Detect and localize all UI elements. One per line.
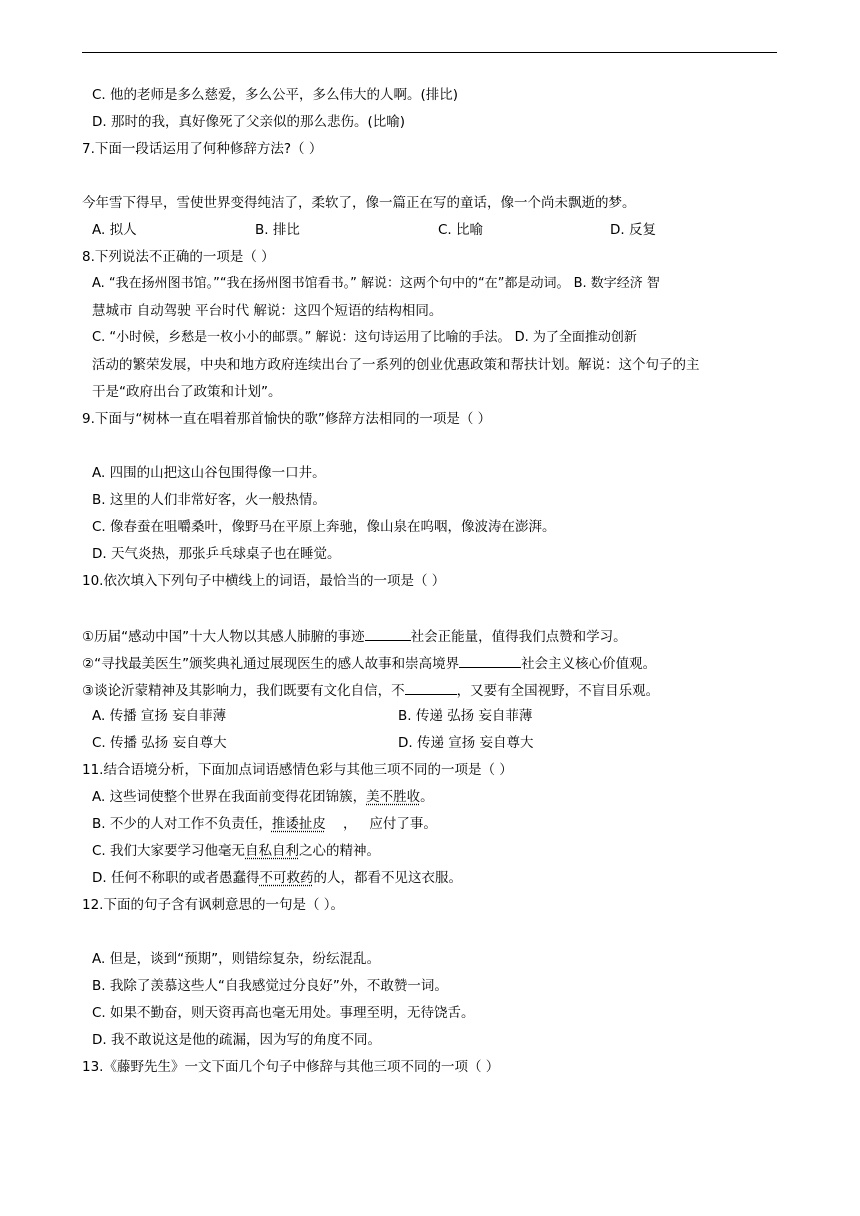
q11-option-b xyxy=(92,815,437,833)
q10-sentence-3 xyxy=(82,680,659,700)
q11-d-dotted: 不可救药 xyxy=(259,870,314,886)
q11-b-pre: B. 不少的人对工作不负责任， xyxy=(92,816,272,832)
q11-c-pre: C. 我们大家要学习他毫无 xyxy=(92,843,246,859)
q10-sentence-1 xyxy=(82,626,627,646)
q10-s1-blank xyxy=(365,626,411,641)
q10-stem: 10.依次填入下列句子中横线上的词语，最恰当的一项是（ ） xyxy=(82,573,446,589)
q10-s2-part-b: 社会主义核心价值观。 xyxy=(521,656,657,672)
q8-line-1: A. “我在扬州图书馆。”“我在扬州图书馆看书。” 解说：这两个句中的“在”都是动词。 B. 数字经济 智 xyxy=(92,276,660,291)
q12-option-d: D. 我不敢说这是他的疏漏，因为写的角度不同。 xyxy=(92,1032,381,1048)
q11-a-dotted: 美不胜收 xyxy=(366,789,421,805)
q10-sentence-2 xyxy=(82,653,656,673)
q11-b-post: ， 应付了事。 xyxy=(325,816,437,832)
q11-b-dotted: 推诿扯皮 xyxy=(271,816,326,832)
q11-a-pre: A. 这些词使整个世界在我面前变得花团锦簇， xyxy=(92,789,367,805)
q8-line-2: 慧城市 自动驾驶 平台时代 解说：这四个短语的结构相同。 xyxy=(92,303,443,319)
header-rule xyxy=(82,52,777,53)
q9-stem: 9.下面与“树林一直在唱着那首愉快的歌”修辞方法相同的一项是（ ） xyxy=(82,411,492,427)
q7-option-a: A. 拟人 xyxy=(92,222,137,238)
q9-option-a: A. 四围的山把这山谷包围得像一口井。 xyxy=(92,465,326,481)
q7-option-c: C. 比喻 xyxy=(438,222,484,238)
q10-s2-blank xyxy=(459,653,521,668)
q10-s3-part-a: ③谈论沂蒙精神及其影响力，我们既要有文化自信，不 xyxy=(82,683,405,699)
q11-option-d xyxy=(92,869,462,887)
q9-option-d: D. 天气炎热，那张乒乓球桌子也在睡觉。 xyxy=(92,546,341,562)
q8-line-5: 干是“政府出台了政策和计划”。 xyxy=(92,384,282,400)
q11-d-pre: D. 任何不称职的或者愚蠢得 xyxy=(92,870,260,886)
q8-stem: 8.下列说法不正确的一项是（ ） xyxy=(82,249,275,265)
q11-option-a xyxy=(92,788,434,806)
q11-a-post: 。 xyxy=(420,789,434,805)
q10-s1-part-b: 社会正能量，值得我们点赞和学习。 xyxy=(410,629,627,645)
q6-option-d: D. 那时的我，真好像死了父亲似的那么悲伤。(比喻) xyxy=(92,114,406,130)
q9-option-c: C. 像春蚕在咀嚼桑叶，像野马在平原上奔驰，像山泉在呜咽，像波涛在澎湃。 xyxy=(92,519,556,535)
q9-option-b: B. 这里的人们非常好客，火一般热情。 xyxy=(92,492,326,508)
q10-option-a: A. 传播 宣扬 妄自菲薄 xyxy=(92,708,227,724)
q11-d-post: 的人，都看不见这衣服。 xyxy=(313,870,462,886)
q7-passage: 今年雪下得早，雪使世界变得纯洁了，柔软了，像一篇正在写的童话，像一个尚未飘逝的梦。 xyxy=(82,195,636,211)
q10-option-b: B. 传递 弘扬 妄自菲薄 xyxy=(398,708,533,724)
q10-option-c: C. 传播 弘扬 妄自尊大 xyxy=(92,735,227,751)
q13-stem: 13.《藤野先生》一文下面几个句子中修辞与其他三项不同的一项（ ） xyxy=(82,1059,500,1075)
q12-option-c: C. 如果不勤奋，则天资再高也毫无用处。事理至明，无待饶舌。 xyxy=(92,1005,475,1021)
q6-option-c: C. 他的老师是多么慈爱，多么公平，多么伟大的人啊。(排比) xyxy=(92,87,459,103)
q12-option-a: A. 但是，谈到“预期”，则错综复杂，纷纭混乱。 xyxy=(92,951,381,967)
q10-s3-blank xyxy=(405,680,457,695)
q10-s2-part-a: ②“寻找最美医生”颁奖典礼通过展现医生的感人故事和崇高境界 xyxy=(82,656,460,672)
q10-s3-part-b: ，又要有全国视野，不盲目乐观。 xyxy=(456,683,660,699)
q11-c-dotted: 自私自利 xyxy=(245,843,300,859)
q11-c-post: 之心的精神。 xyxy=(299,843,381,859)
q7-option-b: B. 排比 xyxy=(255,222,300,238)
q7-option-d: D. 反复 xyxy=(610,222,656,238)
q8-line-3: C. “小时候，乡愁是一枚小小的邮票。” 解说：这句诗运用了比喻的手法。 D. 为了全面推动创新 xyxy=(92,330,637,345)
q11-option-c xyxy=(92,842,380,860)
q10-s1-part-a: ①历届“感动中国”十大人物以其感人肺腑的事迹 xyxy=(82,629,365,645)
q12-stem: 12.下面的句子含有讽刺意思的一句是（ ）。 xyxy=(82,897,345,913)
q12-option-b: B. 我除了羡慕这些人“自我感觉过分良好”外，不敢赞一词。 xyxy=(92,978,448,994)
q8-line-4: 活动的繁荣发展，中央和地方政府连续出台了一系列的创业优惠政策和帮扶计划。解说：这个句子的主 xyxy=(92,357,700,373)
q10-option-d: D. 传递 宣扬 妄自尊大 xyxy=(398,735,534,751)
q11-stem: 11.结合语境分析，下面加点词语感情色彩与其他三项不同的一项是（ ） xyxy=(82,762,513,778)
q7-stem: 7.下面一段话运用了何种修辞方法?（ ） xyxy=(82,141,323,157)
